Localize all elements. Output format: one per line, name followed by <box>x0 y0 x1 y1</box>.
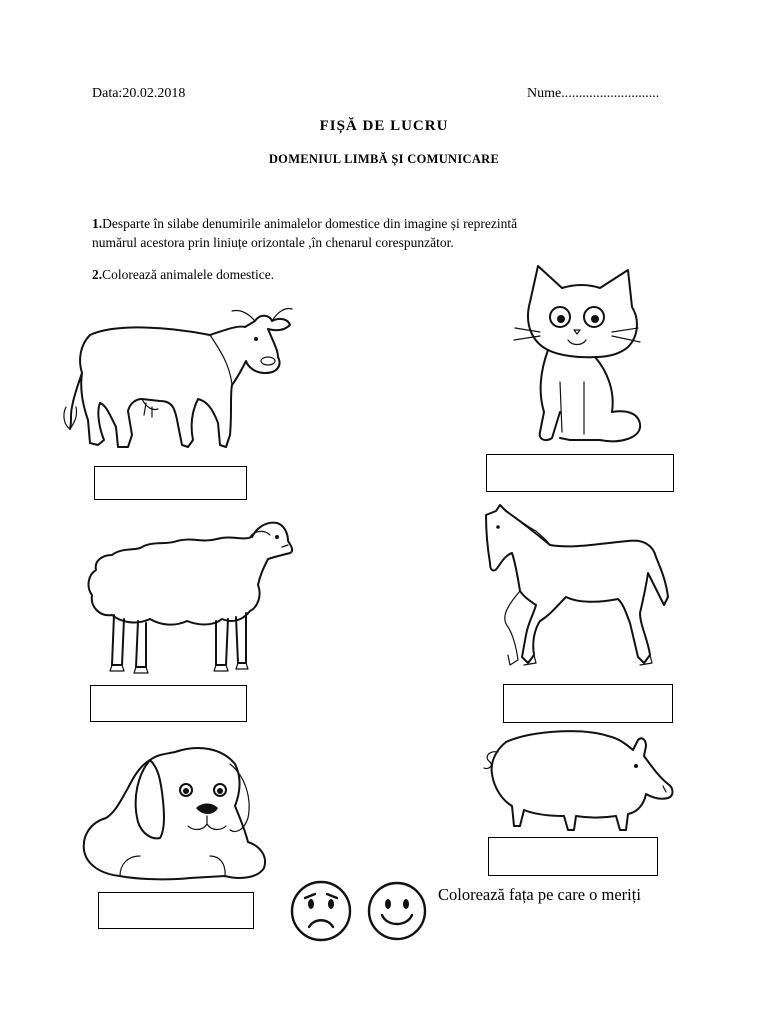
page-title: FIȘĂ DE LUCRU <box>319 118 449 134</box>
task-2-number: 2. <box>92 267 103 282</box>
task-1-instruction <box>92 214 652 252</box>
happy-face-icon[interactable] <box>367 881 427 941</box>
task-1-number: 1. <box>92 216 103 231</box>
answer-box-dog[interactable] <box>98 892 254 929</box>
task-1-line-1: Desparte în silabe denumirile animalelor domestice din imagine și reprezintă <box>102 216 518 231</box>
answer-box-cow[interactable] <box>94 466 247 500</box>
page-subtitle: DOMENIUL LIMBĂ ȘI COMUNICARE <box>268 152 500 166</box>
cat-icon[interactable] <box>500 262 650 447</box>
answer-box-pig[interactable] <box>488 837 658 876</box>
task-1-line-2: numărul acestora prin liniuțe orizontale ,în chenarul corespunzător. <box>92 235 454 250</box>
faces-instruction: Colorează fața pe care o meriți <box>438 885 641 904</box>
answer-box-horse[interactable] <box>503 684 673 723</box>
dog-icon[interactable] <box>80 738 270 888</box>
task-2-instruction <box>92 265 274 284</box>
horse-icon[interactable] <box>478 505 673 680</box>
date-label: Data:20.02.2018 <box>92 86 186 101</box>
answer-box-sheep[interactable] <box>90 685 247 722</box>
sad-face-icon[interactable] <box>290 880 352 942</box>
answer-box-cat[interactable] <box>486 454 674 492</box>
cow-icon[interactable] <box>60 295 295 465</box>
sheep-icon[interactable] <box>82 515 297 680</box>
task-2-text: Colorează animalele domestice. <box>102 267 275 282</box>
name-label: Nume............................ <box>527 86 660 101</box>
pig-icon[interactable] <box>478 722 678 837</box>
